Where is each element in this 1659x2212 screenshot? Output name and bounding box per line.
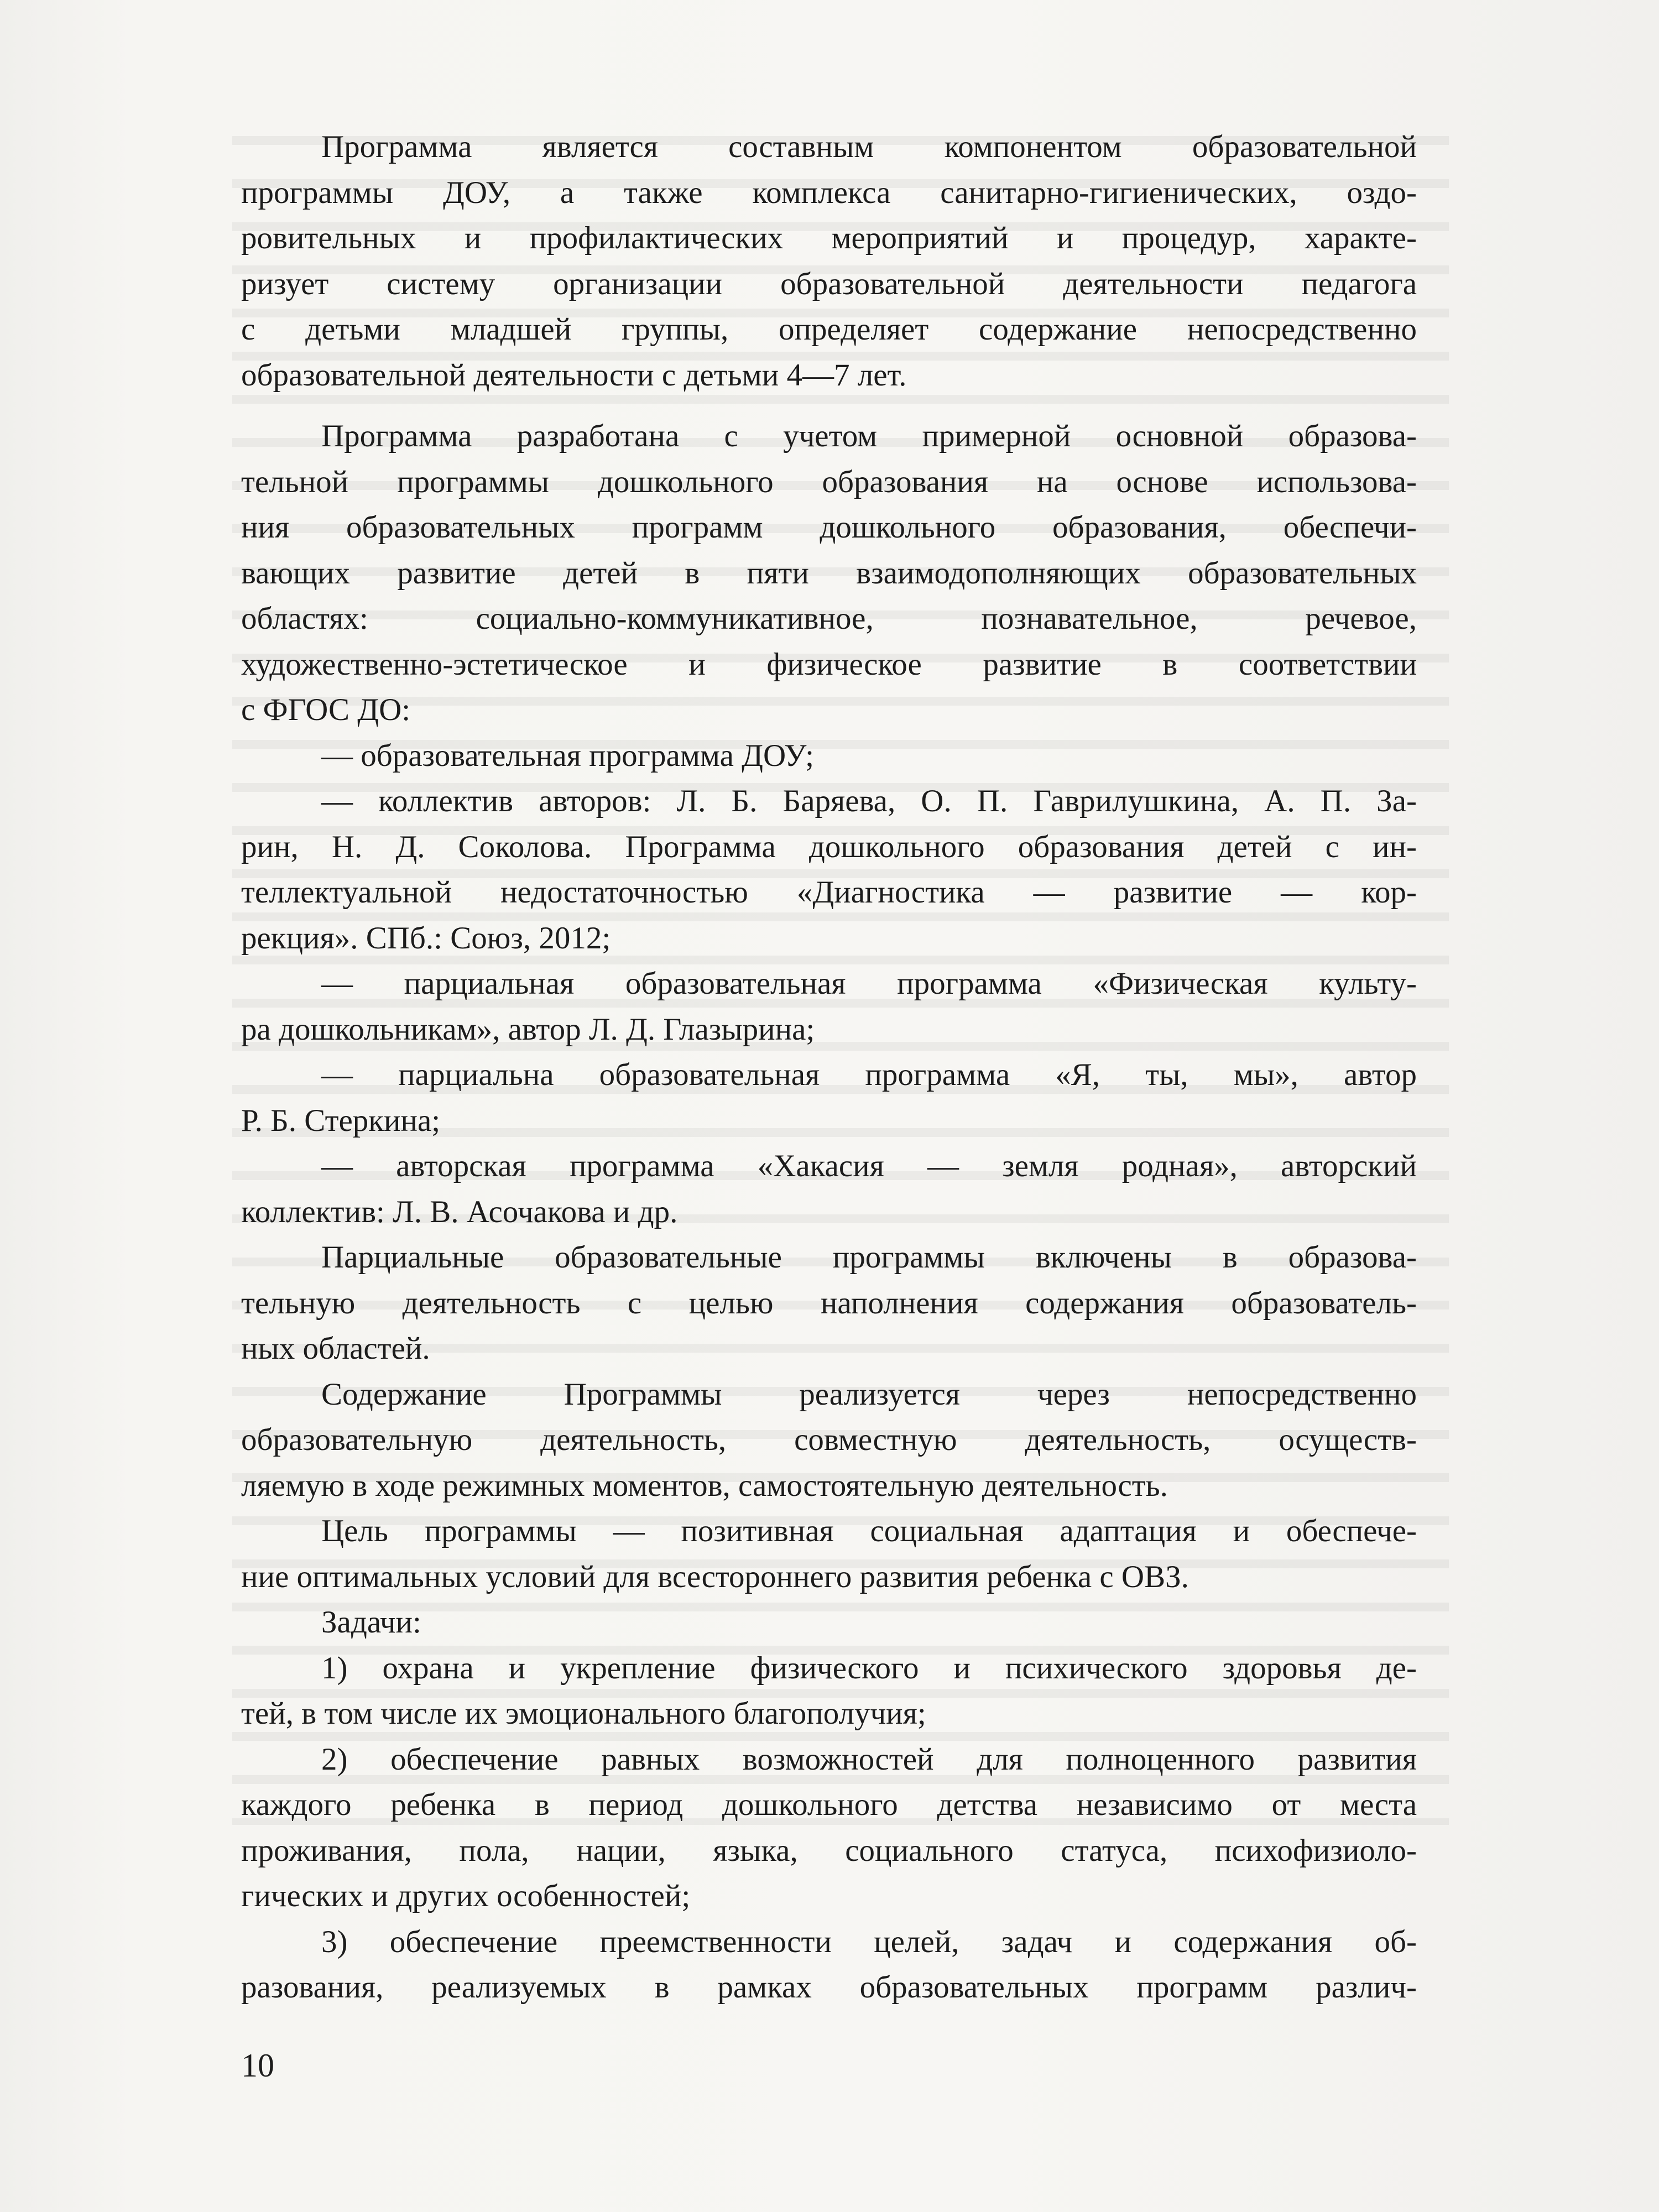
text-line: образовательную деятельность, совместную деятельность, осуществ-: [241, 1422, 1417, 1457]
text-line: ризует систему организации образовательной деятельности педагога: [241, 266, 1417, 301]
text-line: ляемую в ходе режимных моментов, самостоятельную деятельность.: [241, 1468, 1168, 1503]
text-line: Цель программы — позитивная социальная адаптация и обеспече-: [321, 1514, 1417, 1548]
paragraph: [241, 1235, 1417, 1372]
text-line: ра дошкольникам», автор Л. Д. Глазырина;: [241, 1011, 815, 1047]
text-line: Парциальные образовательные программы включены в образова-: [321, 1240, 1417, 1275]
list-item: [241, 1646, 1417, 1737]
text-line: — парциальна образовательная программа «Я, ты, мы», автор: [321, 1057, 1417, 1092]
text-line: Программа является составным компонентом образовательной: [321, 129, 1417, 164]
list-item: [241, 779, 1417, 961]
text-line: 1) охрана и укрепление физического и психического здоровья де-: [321, 1650, 1417, 1686]
text-line: — авторская программа «Хакасия — земля родная», авторский: [321, 1149, 1417, 1183]
text-line: ние оптимальных условий для всестороннего развития ребенка с ОВЗ.: [241, 1559, 1189, 1594]
text-line: 3) обеспечение преемственности целей, задач и содержания об-: [321, 1924, 1417, 1959]
text-line: 2) обеспечение равных возможностей для полноценного развития: [321, 1741, 1417, 1777]
text-line: гических и других особенностей;: [241, 1879, 691, 1913]
text-line: ных областей.: [241, 1331, 430, 1366]
text-line: разования, реализуемых в рамках образовательных программ различ-: [241, 1970, 1417, 2005]
list-item: [241, 961, 1417, 1052]
text-line: каждого ребенка в период дошкольного детства независимо от места: [241, 1787, 1417, 1822]
text-line: коллектив: Л. В. Асочакова и др.: [241, 1194, 678, 1229]
paragraph: [241, 1372, 1417, 1509]
list-item: [241, 1052, 1417, 1144]
text-line: — коллектив авторов: Л. Б. Баряева, О. П. Гаврилушкина, А. П. За-: [321, 784, 1417, 818]
text-line: Задачи:: [321, 1605, 421, 1640]
text-line: теллектуальной недостаточностью «Диагностика — развитие — кор-: [241, 875, 1417, 910]
list-item: [241, 1919, 1417, 2011]
text-line: Содержание Программы реализуется через непосредственно: [321, 1376, 1417, 1412]
text-line: программы ДОУ, а также комплекса санитарно-гигиенических, оздо-: [241, 175, 1417, 210]
paragraph: [241, 1509, 1417, 1600]
text-line: рекция». СПб.: Союз, 2012;: [241, 920, 611, 956]
text-line: областях: социально-коммуникативное, познавательное, речевое,: [241, 601, 1417, 636]
text-line: Программа разработана с учетом примерной основной образова-: [321, 419, 1417, 453]
text-line: ния образовательных программ дошкольного образования, обеспечи-: [241, 510, 1417, 545]
list-item: [241, 1144, 1417, 1235]
text-line: тельной программы дошкольного образования на основе использова-: [241, 464, 1417, 499]
text-line: рин, Н. Д. Соколова. Программа дошкольного образования детей с ин-: [241, 829, 1417, 864]
list-item: [241, 1737, 1417, 1919]
text-line: ровительных и профилактических мероприятий и процедур, характе-: [241, 221, 1417, 255]
text-line: вающих развитие детей в пяти взаимодополняющих образовательных: [241, 555, 1417, 591]
paragraph: [241, 1600, 1417, 1646]
text-line: образовательной деятельности с детьми 4—7 лет.: [241, 357, 907, 393]
text-line: тельную деятельность с целью наполнения содержания образователь-: [241, 1285, 1417, 1321]
page-number: 10: [241, 2047, 274, 2084]
text-line: — образовательная программа ДОУ;: [321, 738, 814, 773]
text-line: художественно-эстетическое и физическое развитие в соответствии: [241, 646, 1417, 682]
paragraph: [241, 414, 1417, 733]
text-line: проживания, пола, нации, языка, социального статуса, психофизиоло-: [241, 1833, 1417, 1868]
text-line: тей, в том числе их эмоционального благополучия;: [241, 1696, 926, 1731]
text-line: Р. Б. Стеркина;: [241, 1103, 441, 1138]
text-line: с детьми младшей группы, определяет содержание непосредственно: [241, 312, 1417, 347]
text-line: с ФГОС ДО:: [241, 692, 411, 727]
body-text: [241, 124, 1417, 2011]
paragraph: [241, 124, 1417, 398]
list-item: [241, 733, 1417, 779]
text-line: — парциальная образовательная программа «Физическая культу-: [321, 966, 1417, 1001]
